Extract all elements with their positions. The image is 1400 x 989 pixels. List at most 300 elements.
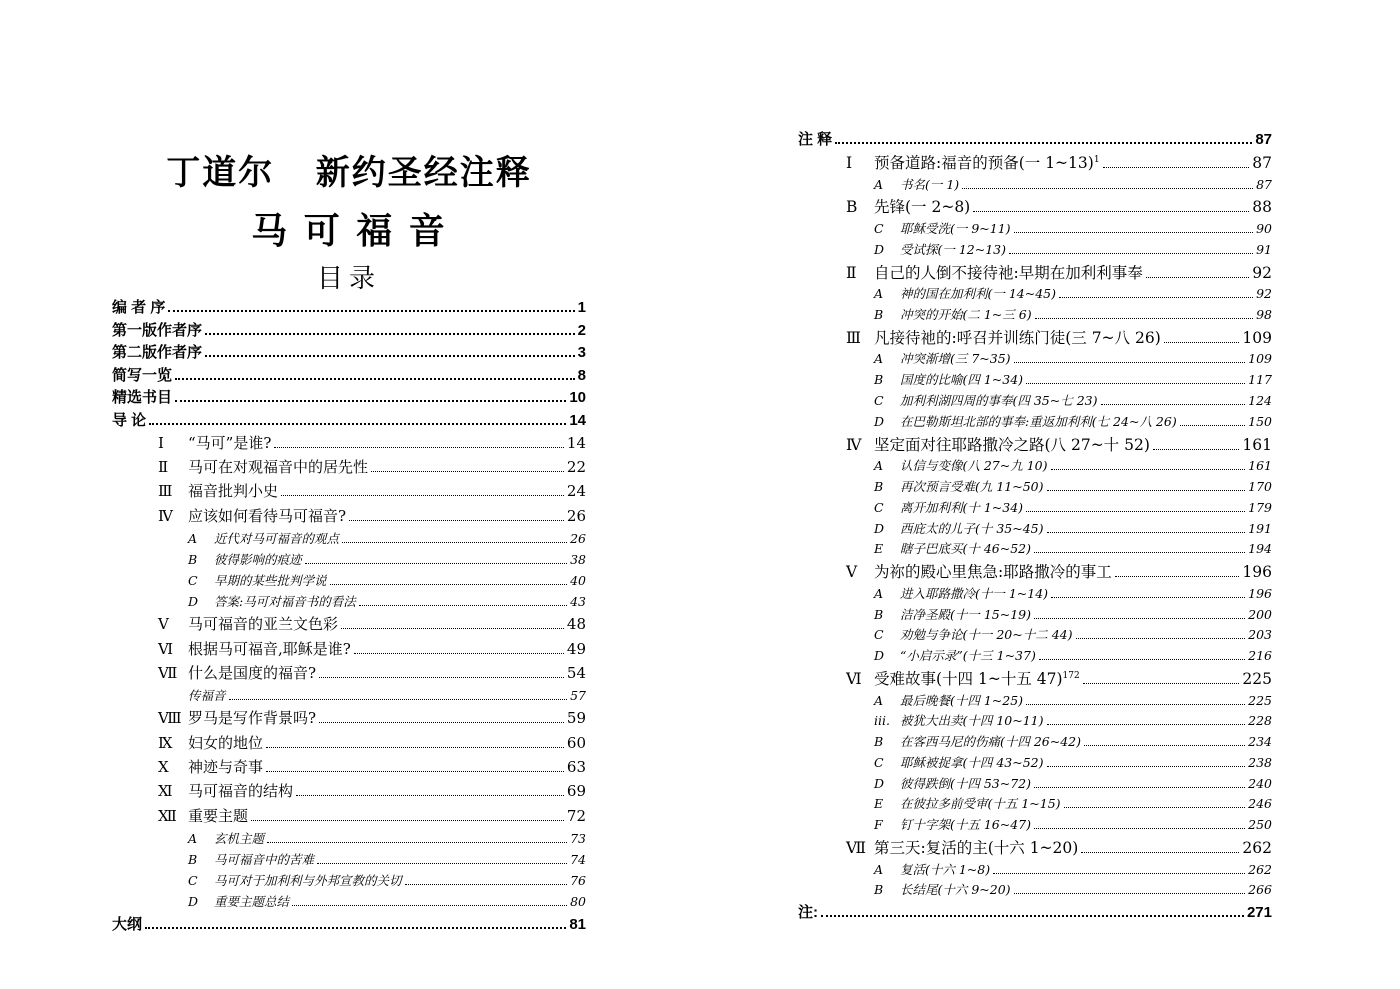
toc-entry[interactable]	[798, 560, 1272, 584]
toc-entry-title: 传福音	[188, 688, 226, 704]
toc-leader-dots	[205, 333, 575, 335]
toc-entry[interactable]	[798, 901, 1272, 924]
toc-leader-dots	[1153, 449, 1240, 450]
toc-entry-title: 罗马是写作背景吗?	[188, 709, 317, 728]
toc-leader-dots	[168, 310, 574, 312]
toc-entry-number: Ⅶ	[846, 839, 867, 858]
footnote-marker: 1	[1093, 154, 1100, 165]
toc-leader-dots	[1039, 659, 1245, 660]
toc-entry-title: 重要主题总结	[214, 894, 290, 910]
toc-leader-dots	[266, 771, 564, 772]
toc-page-number: 73	[570, 831, 586, 847]
toc-entry-title: 为祢的殿心里焦急:耶路撒冷的事工	[874, 563, 1112, 582]
toc-leader-dots	[1034, 618, 1245, 619]
toc-entry-label	[874, 370, 1023, 388]
toc-entry-title: 钉十字架(十五 16~47)	[900, 817, 1032, 833]
toc-entry[interactable]	[798, 326, 1272, 350]
toc-entry-title: 第二版作者序	[112, 344, 203, 362]
toc-leader-dots	[251, 820, 564, 821]
toc-entry-label	[874, 539, 1031, 557]
toc-entry-label	[112, 409, 146, 430]
toc-entry-label	[874, 774, 1031, 792]
toc-entry-number: D	[874, 413, 885, 429]
toc-page-number: 170	[1248, 478, 1272, 494]
toc-entry-label	[798, 128, 832, 149]
toc-entry-title: 耶稣被捉拿(十四 43~52)	[900, 754, 1044, 770]
toc-entry-label	[188, 892, 289, 910]
toc-entry[interactable]	[798, 391, 1272, 412]
toc-leader-dots	[1083, 683, 1240, 684]
toc-entry-title: 自己的人倒不接待祂:早期在加利利事奉	[874, 263, 1143, 282]
toc-entry-label	[188, 829, 264, 847]
toc-entry-title: 先锋(一 2~8)	[874, 198, 971, 217]
toc-page-number: 161	[1242, 435, 1272, 454]
toc-entry-title: 重要主题	[188, 806, 249, 825]
toc-entry-number: F	[874, 817, 883, 833]
toc-entry-label	[846, 667, 1080, 689]
toc-entry[interactable]	[798, 370, 1272, 391]
toc-entry[interactable]	[112, 319, 586, 342]
toc-page-number: 225	[1242, 669, 1272, 688]
toc-entry[interactable]	[112, 456, 586, 480]
toc-entry[interactable]	[112, 780, 586, 804]
toc-entry[interactable]	[798, 691, 1272, 712]
toc-page-number: 40	[570, 573, 586, 589]
toc-entry[interactable]	[112, 732, 586, 756]
toc-entry-label	[798, 901, 818, 922]
toc-entry-number: Ⅲ	[846, 328, 861, 347]
toc-entry-label	[188, 592, 356, 610]
toc-leader-dots	[1034, 552, 1245, 553]
toc-entry-title: 冲突的开始(二 1~三 6)	[900, 306, 1032, 322]
toc-entry-label	[874, 305, 1032, 323]
toc-page-number: 24	[566, 482, 586, 501]
toc-page-number: 57	[570, 688, 586, 704]
toc-leader-dots	[1009, 253, 1253, 254]
toc-leader-dots	[1081, 852, 1239, 853]
toc-page-number: 234	[1248, 734, 1272, 750]
toc-entry-title: 彼得跌倒(十四 53~72)	[900, 775, 1032, 791]
toc-leader-dots	[317, 863, 567, 864]
toc-leader-dots	[305, 563, 568, 564]
toc-entry[interactable]	[798, 584, 1272, 605]
toc-entry[interactable]	[798, 625, 1272, 646]
toc-entry[interactable]	[798, 456, 1272, 477]
toc-entry-title: 在客西马尼的伤痛(十四 26~42)	[900, 734, 1082, 750]
toc-entry-title: 编 者 序	[112, 299, 166, 316]
toc-entry-title: 耶稣受洗(一 9~11)	[900, 220, 1011, 236]
toc-entry-number: D	[874, 520, 885, 536]
toc-leader-dots	[1034, 787, 1245, 788]
toc-leader-dots	[229, 699, 568, 700]
toc-entry-number: C	[874, 627, 884, 643]
toc-entry-title: 书名(一 1)	[900, 176, 960, 192]
toc-page-number: 14	[569, 411, 586, 429]
toc-entry-number: A	[874, 458, 884, 474]
toc-page-number: 266	[1248, 882, 1272, 898]
toc-entry-number: B	[874, 478, 884, 494]
toc-entry-title: 劝勉与争论(十一 20~十二 44)	[900, 627, 1073, 643]
toc-entry-label	[158, 707, 316, 728]
toc-entry-label	[874, 391, 1098, 409]
toc-entry[interactable]	[112, 686, 586, 707]
toc-entry-label	[874, 456, 1048, 474]
toc-entry-number: Ⅻ	[158, 806, 177, 825]
toc-entry-title: 离开加利利(十 1~34)	[900, 499, 1024, 515]
toc-entry-title: 马可对于加利利与外邦宣教的关切	[214, 873, 402, 889]
toc-entry-label	[874, 519, 1044, 537]
toc-entry[interactable]	[798, 412, 1272, 433]
toc-entry[interactable]	[798, 646, 1272, 667]
toc-entry[interactable]	[112, 913, 586, 936]
toc-entry-number: Ⅴ	[158, 615, 169, 634]
toc-entry[interactable]	[112, 386, 586, 409]
toc-entry-title: 神迹与奇事	[188, 758, 264, 777]
toc-entry-label	[846, 261, 1143, 283]
toc-entry[interactable]	[112, 432, 586, 456]
toc-page-number: 250	[1248, 817, 1272, 833]
toc-page-number: 262	[1242, 839, 1272, 858]
toc-leader-dots	[281, 495, 564, 496]
toc-page-number: 92	[1256, 286, 1272, 302]
toc-entry[interactable]	[112, 638, 586, 662]
toc-entry-title: 坚定面对往耶路撒冷之路(八 27~十 52)	[874, 435, 1150, 454]
toc-entry[interactable]	[798, 219, 1272, 240]
toc-leader-dots	[993, 873, 1245, 874]
toc-entry[interactable]	[112, 341, 586, 364]
toc-entry-label	[188, 529, 339, 547]
toc-entry[interactable]	[112, 850, 586, 871]
toc-entry[interactable]	[798, 605, 1272, 626]
toc-page-number: 49	[566, 639, 586, 658]
toc-entry[interactable]	[112, 805, 586, 829]
toc-entry[interactable]	[798, 175, 1272, 196]
toc-entry-label	[874, 349, 1011, 367]
toc-entry[interactable]	[112, 480, 586, 504]
toc-entry[interactable]	[798, 539, 1272, 560]
toc-leader-dots	[835, 142, 1252, 144]
toc-entry[interactable]	[798, 880, 1272, 901]
toc-entry[interactable]	[798, 349, 1272, 370]
toc-entry[interactable]	[112, 364, 586, 387]
toc-entry-label	[874, 584, 1048, 602]
toc-leader-dots	[359, 605, 567, 606]
toc-entry[interactable]	[112, 829, 586, 850]
toc-leader-dots	[175, 378, 575, 380]
toc-entry-label	[846, 326, 1161, 348]
toc-leader-dots	[1180, 425, 1245, 426]
toc-page-number: 87	[1255, 131, 1272, 148]
toc-entry-label	[158, 432, 271, 453]
toc-entry-title: 答案:马可对福音书的看法	[214, 594, 356, 610]
toc-entry-label	[158, 638, 351, 659]
toc-entry[interactable]	[798, 815, 1272, 836]
toc-entry-title: 马可在对观福音中的居先性	[188, 457, 369, 476]
toc-page-number: 271	[1246, 904, 1272, 922]
toc-leader-dots	[145, 927, 566, 929]
toc-entry[interactable]	[112, 550, 586, 571]
toc-entry[interactable]	[798, 860, 1272, 881]
toc-leader-dots	[1164, 342, 1240, 343]
toc-entry-title: 应该如何看待马可福音?	[188, 506, 347, 525]
toc-entry-title: 西庇太的儿子(十 35~45)	[900, 520, 1044, 536]
toc-entry-label	[874, 880, 1011, 898]
toc-entry-label	[158, 505, 346, 526]
toc-leader-dots	[1084, 745, 1245, 746]
toc-entry-number: B	[874, 306, 884, 322]
toc-leader-dots	[405, 884, 568, 885]
toc-entry[interactable]	[112, 505, 586, 529]
toc-page-number: 26	[570, 531, 586, 547]
toc-entry-number: C	[874, 754, 884, 770]
toc-leader-dots	[1014, 232, 1254, 233]
toc-leader-dots	[371, 471, 564, 472]
toc-page-number: 76	[570, 873, 586, 889]
toc-entry[interactable]	[798, 195, 1272, 219]
toc-entry-number: Ⅲ	[158, 482, 173, 501]
toc-page-number: 98	[1256, 306, 1272, 322]
toc-page-number: 124	[1248, 392, 1272, 408]
toc-page-number: 74	[570, 852, 586, 868]
toc-page-number: 69	[566, 782, 586, 801]
toc-entry-label	[112, 296, 165, 317]
toc-leader-dots	[319, 722, 564, 723]
toc-entry[interactable]	[112, 296, 586, 319]
toc-entry-label	[874, 625, 1073, 643]
toc-entry[interactable]	[798, 240, 1272, 261]
toc-entry[interactable]	[798, 128, 1272, 151]
toc-entry[interactable]	[798, 836, 1272, 860]
toc-entry[interactable]	[112, 592, 586, 613]
toc-page-number: 22	[566, 457, 586, 476]
toc-page-number: 43	[570, 594, 586, 610]
toc-entry[interactable]	[112, 529, 586, 550]
toc-entry-title: 神的国在加利利(一 14~45)	[900, 286, 1057, 302]
toc-entry[interactable]	[112, 707, 586, 731]
toc-entry-number: D	[874, 775, 885, 791]
toc-entry-number: B	[874, 372, 884, 388]
toc-page-number: 262	[1248, 861, 1272, 877]
toc-leader-dots	[1034, 828, 1245, 829]
toc-page-number: 2	[577, 321, 586, 339]
toc-leader-dots	[149, 423, 566, 425]
toc-page-number: 203	[1248, 627, 1272, 643]
toc-entry-label	[112, 913, 142, 934]
toc-entry[interactable]	[112, 571, 586, 592]
toc-entry-title: 彼得影响的痕迹	[214, 552, 302, 568]
toc-entry-label	[874, 794, 1061, 812]
toc-entry[interactable]	[798, 667, 1272, 691]
toc-leader-dots	[1047, 766, 1246, 767]
toc-entry-label	[874, 498, 1023, 516]
toc-entry-label	[158, 732, 263, 753]
toc-entry-title: 冲突渐增(三 7~35)	[900, 351, 1011, 367]
toc-entry-label	[874, 711, 1044, 729]
toc-entry[interactable]	[112, 409, 586, 432]
toc-leader-dots	[349, 520, 564, 521]
toc-entry-number: iii.	[874, 713, 890, 729]
toc-page-number: 14	[566, 433, 586, 452]
footnote-marker: 172	[1062, 670, 1080, 681]
toc-leader-dots	[1064, 807, 1246, 808]
toc-entry-number: C	[188, 873, 198, 889]
toc-page-number: 109	[1242, 328, 1272, 347]
toc-entry-label	[874, 477, 1044, 495]
toc-entry-number: C	[874, 392, 884, 408]
toc-leader-dots	[973, 211, 1249, 212]
toc-entry-number: Ⅳ	[158, 506, 173, 525]
toc-entry-number: A	[874, 351, 884, 367]
toc-entry-title: 国度的比喻(四 1~34)	[900, 372, 1024, 388]
toc-entry-title: 什么是国度的福音?	[188, 663, 317, 682]
toc-page-number: 87	[1252, 154, 1272, 172]
toc-page-number: 194	[1248, 541, 1272, 557]
toc-entry-label	[112, 319, 202, 340]
toc-entry-title: 第一版作者序	[112, 321, 203, 339]
toc-entry-label	[874, 646, 1036, 664]
toc-entry[interactable]	[798, 711, 1272, 732]
toc-entry-number: A	[874, 585, 884, 601]
toc-entry-number: Ⅳ	[846, 435, 862, 454]
toc-entry[interactable]	[798, 305, 1272, 326]
toc-entry-number: A	[188, 831, 198, 847]
toc-entry[interactable]	[798, 261, 1272, 285]
toc-entry-label	[158, 662, 316, 683]
toc-page-number: 179	[1248, 499, 1272, 515]
toc-entry[interactable]	[798, 151, 1272, 175]
toc-entry-title: “马可”是谁?	[188, 433, 272, 452]
toc-leader-dots	[1076, 638, 1246, 639]
toc-entry[interactable]	[798, 753, 1272, 774]
toc-entry-title: 最后晚餐(十四 1~25)	[900, 692, 1024, 708]
toc-entry-number: Ⅷ	[158, 709, 182, 728]
toc-entry-title: 凡接待祂的:呼召并训练门徒(三 7~八 26)	[874, 328, 1161, 347]
toc-entry-label	[188, 550, 302, 568]
toc-entry-number: A	[874, 861, 884, 877]
toc-entry-label	[874, 860, 990, 878]
toc-entry-title: 第三天:复活的主(十六 1~20)	[874, 839, 1079, 858]
toc-page-number: 196	[1248, 585, 1272, 601]
toc-entry-title: 马可福音的结构	[188, 782, 294, 801]
toc-entry-number: Ⅱ	[158, 457, 169, 476]
toc-leader-dots	[205, 355, 575, 357]
toc-entry-number: Ⅵ	[846, 669, 862, 688]
toc-entry-title: 简写一览	[112, 366, 173, 384]
toc-page-number: 60	[566, 733, 586, 752]
toc-entry-number: B	[874, 882, 884, 898]
toc-entry-label	[874, 753, 1044, 771]
toc-list-right	[798, 128, 1272, 924]
toc-leader-dots	[266, 747, 564, 748]
toc-page-number: 8	[577, 366, 586, 384]
toc-entry-label	[874, 219, 1011, 237]
toc-page-number: 87	[1256, 176, 1272, 192]
toc-entry[interactable]	[798, 519, 1272, 540]
toc-entry-label	[846, 151, 1100, 173]
toc-entry-label	[188, 871, 402, 889]
toc-page-number: 63	[566, 758, 586, 777]
toc-page-number: 246	[1248, 796, 1272, 812]
toc-entry[interactable]	[112, 662, 586, 686]
toc-entry-number: B	[188, 552, 198, 568]
toc-leader-dots	[1026, 511, 1245, 512]
toc-entry[interactable]	[798, 774, 1272, 795]
toc-entry-title: 注 释	[798, 131, 833, 148]
toc-page-number: 3	[577, 344, 586, 362]
toc-entry-title: 瞎子巴底买(十 46~52)	[900, 541, 1032, 557]
toc-entry-title: 近代对马可福音的观点	[214, 531, 340, 547]
toc-entry-label	[874, 815, 1031, 833]
toc-leader-dots	[274, 447, 564, 448]
toc-entry-label	[188, 850, 314, 868]
toc-entry[interactable]	[112, 892, 586, 913]
toc-entry[interactable]	[112, 756, 586, 780]
toc-entry[interactable]	[112, 871, 586, 892]
toc-entry-number: E	[874, 796, 884, 812]
toc-leader-dots	[1047, 490, 1246, 491]
toc-entry-label	[874, 284, 1056, 302]
toc-page-number: 81	[569, 916, 586, 934]
toc-entry-number: Ⅵ	[158, 639, 174, 658]
toc-entry[interactable]	[798, 794, 1272, 815]
toc-entry-title: 妇女的地位	[188, 733, 264, 752]
toc-entry-title: 精选书目	[112, 389, 173, 407]
toc-leader-dots	[1047, 724, 1246, 725]
toc-leader-dots	[319, 677, 564, 678]
toc-leader-dots	[1146, 277, 1250, 278]
toc-entry-number: B	[188, 852, 198, 868]
toc-entry-number: B	[846, 198, 858, 217]
toc-entry-title: 注:	[798, 904, 818, 922]
toc-entry[interactable]	[798, 732, 1272, 753]
book-title: 马 可 福 音	[251, 210, 447, 252]
toc-entry-title: 在彼拉多前受审(十五 1~15)	[900, 796, 1061, 812]
toc-entry-label	[874, 691, 1023, 709]
toc-entry[interactable]	[798, 498, 1272, 519]
toc-entry-label	[158, 480, 278, 501]
toc-leader-dots	[1051, 597, 1245, 598]
toc-entry[interactable]	[798, 284, 1272, 305]
toc-entry-label	[158, 756, 263, 777]
toc-entry-label	[846, 433, 1150, 455]
toc-entry[interactable]	[798, 433, 1272, 457]
toc-entry-label	[874, 412, 1177, 430]
toc-entry-title: “小启示录”(十三 1~37)	[900, 648, 1036, 664]
toc-entry-number: A	[188, 531, 198, 547]
toc-entry-title: 玄机主题	[214, 831, 265, 847]
toc-page-number: 91	[1256, 241, 1272, 257]
toc-entry-number: D	[188, 894, 199, 910]
toc-page-number: 196	[1242, 563, 1272, 582]
toc-entry-title: 长结尾(十六 9~20)	[900, 882, 1011, 898]
toc-page-number: 80	[570, 894, 586, 910]
toc-leader-dots	[267, 842, 567, 843]
toc-entry[interactable]	[798, 477, 1272, 498]
toc-entry-title: 被犹大出卖(十四 10~11)	[900, 713, 1044, 729]
toc-entry-title: 进入耶路撒冷(十一 1~14)	[900, 585, 1049, 601]
toc-page-number: 72	[566, 806, 586, 825]
toc-entry-label	[112, 364, 172, 385]
toc-leader-dots	[1059, 297, 1253, 298]
toc-entry-title: 在巴勒斯坦北部的事奉:重返加利利(七 24~八 26)	[900, 413, 1177, 429]
toc-entry-number: Ⅰ	[846, 154, 853, 172]
toc-entry-title: 马可福音的亚兰文色彩	[188, 615, 339, 634]
toc-entry[interactable]	[112, 613, 586, 637]
toc-page-number: 161	[1248, 458, 1272, 474]
toc-page-number: 228	[1248, 713, 1272, 729]
toc-entry-number: Ⅺ	[158, 782, 173, 801]
toc-leader-dots	[1047, 532, 1246, 533]
